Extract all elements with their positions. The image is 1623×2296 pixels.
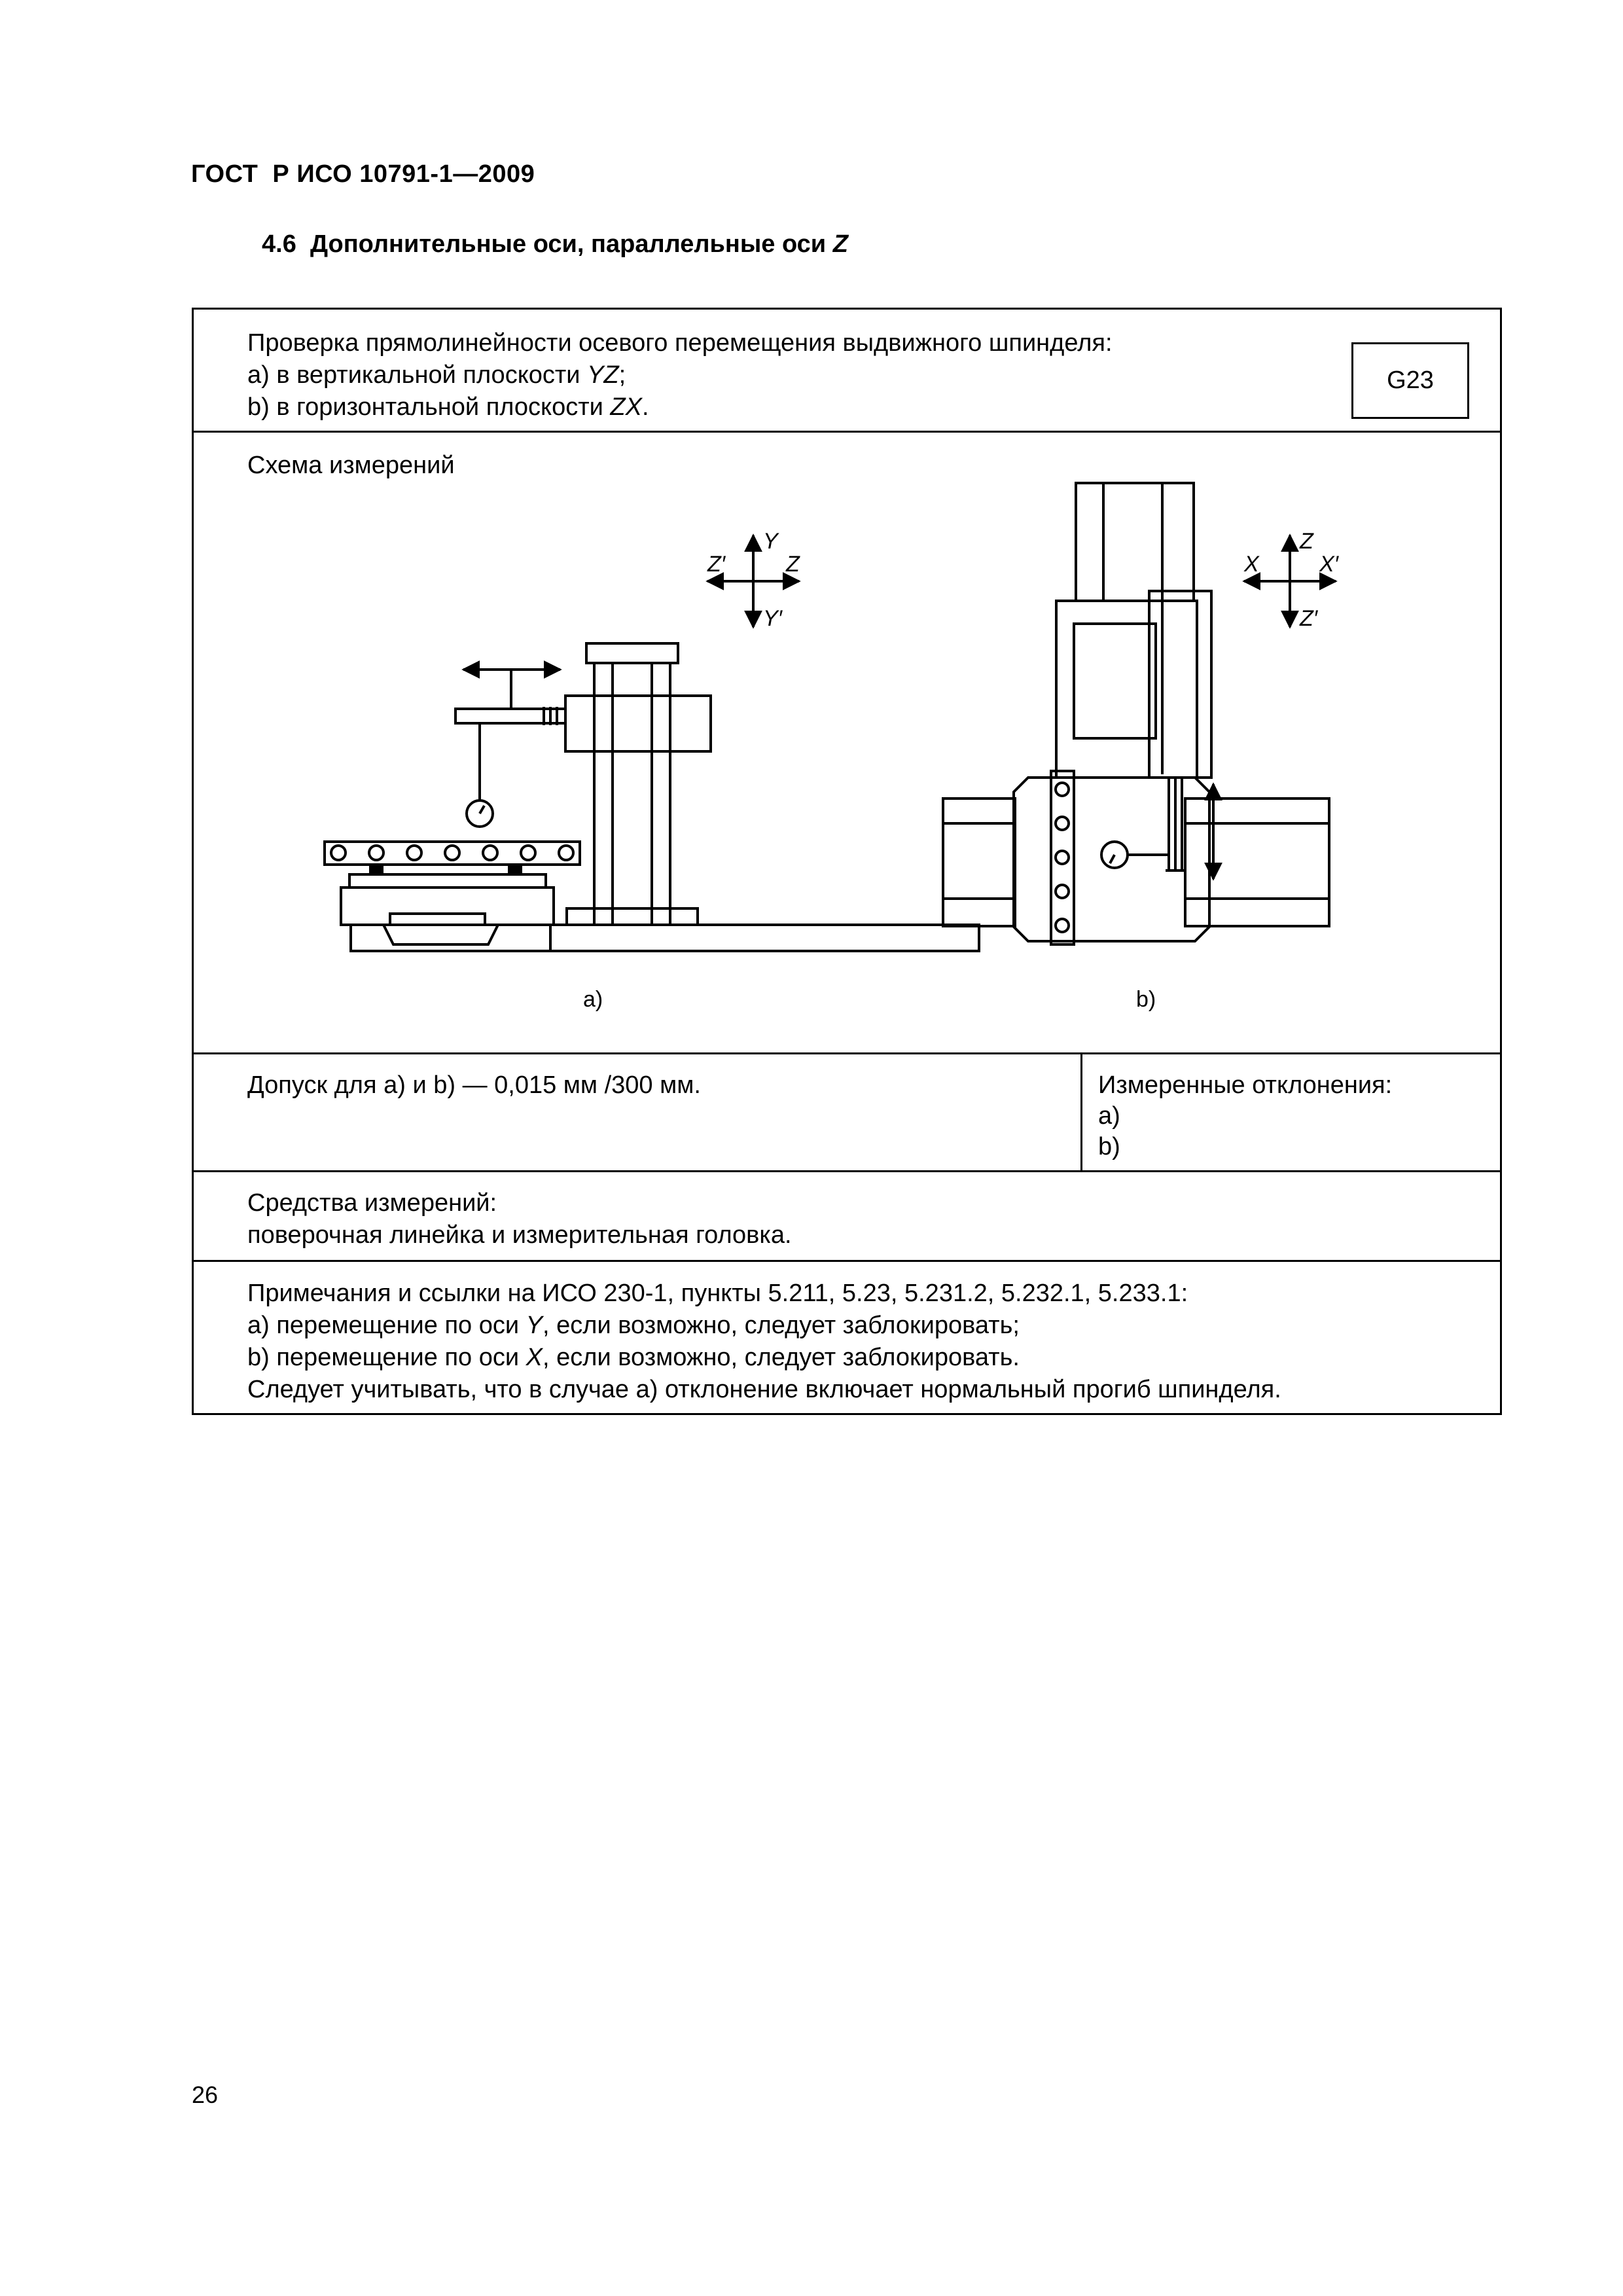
axis-label-b-right: X′ [1319, 552, 1339, 577]
diagram-a-label: a) [583, 987, 603, 1012]
diagram-b [943, 483, 1329, 944]
page-number: 26 [192, 2081, 219, 2108]
test-code-box [1351, 342, 1469, 419]
measured-a: a) [1098, 1102, 1120, 1130]
row-divider [194, 1052, 1500, 1054]
check-item-a: a) в вертикальной плоскости YZ; [247, 361, 626, 389]
test-table [192, 308, 1502, 1415]
axis-label-b-down: Z′ [1300, 606, 1318, 631]
notes-remark: Следует учитывать, что в случае a) отклонение включает нормальный прогиб шпинделя. [247, 1376, 1281, 1403]
scheme-title: Схема измерений [247, 452, 455, 479]
axis-label-b-up: Z [1300, 529, 1313, 554]
notes-title: Примечания и ссылки на ИСО 230-1, пункты 5.211, 5.23, 5.231.2, 5.232.1, 5.233.1: [247, 1280, 1188, 1307]
column-divider [1080, 1052, 1082, 1170]
diagram-b-label: b) [1136, 987, 1156, 1012]
check-item-b: b) в горизонтальной плоскости ZX. [247, 393, 649, 421]
axes-cross-a [707, 535, 799, 627]
notes-item-b: b) перемещение по оси X, если возможно, следует заблокировать. [247, 1344, 1020, 1371]
section-title-text: 4.6 Дополнительные оси, параллельные оси [262, 230, 833, 258]
row-divider [194, 1170, 1500, 1172]
notes-item-a: a) перемещение по оси Y, если возможно, следует заблокировать; [247, 1312, 1020, 1339]
axis-label-b-left: X [1244, 552, 1259, 577]
measured-b: b) [1098, 1133, 1120, 1160]
instruments-title: Средства измерений: [247, 1189, 497, 1217]
axis-label-a-left: Z′ [707, 552, 726, 577]
axis-label-a-up: Y [763, 529, 778, 554]
check-title: Проверка прямолинейности осевого перемещения выдвижного шпинделя: [247, 329, 1113, 357]
diagram-a [325, 643, 979, 951]
axis-label-a-down: Y′ [763, 606, 783, 631]
section-title-axis: Z [832, 230, 848, 258]
section-title [262, 230, 848, 259]
instruments-text: поверочная линейка и измерительная головка. [247, 1221, 792, 1249]
row-divider [194, 1260, 1500, 1262]
tolerance-text: Допуск для a) и b) — 0,015 мм /300 мм. [247, 1071, 701, 1099]
document-code: ГОСТ Р ИСО 10791-1—2009 [191, 160, 535, 188]
axis-label-a-right: Z [786, 552, 800, 577]
measurement-scheme [194, 431, 1500, 1052]
measured-title: Измеренные отклонения: [1098, 1071, 1393, 1099]
axes-cross-b [1244, 535, 1336, 627]
test-code: G23 [1387, 367, 1434, 394]
